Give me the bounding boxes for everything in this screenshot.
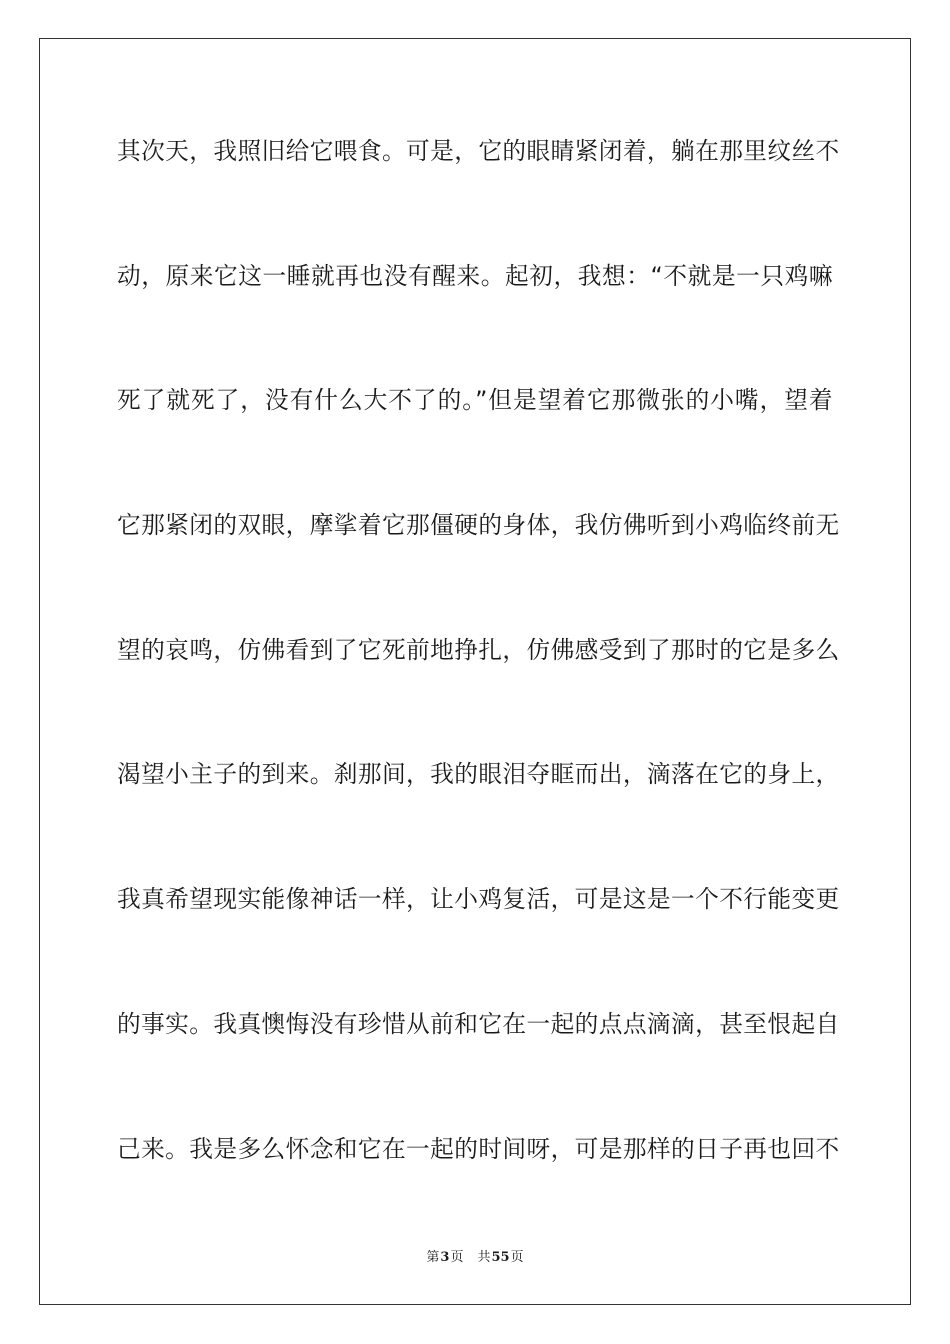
text-line: 己来。我是多么怀念和它在一起的时间呀，可是那样的日子再也回不 [117,1134,840,1163]
page-prefix: 第 [426,1250,440,1265]
text-line: 渴望小主子的到来。刹那间，我的眼泪夺眶而出，滴落在它的身上， [117,760,840,789]
body-text [117,126,840,1248]
page-footer [0,1246,950,1265]
total-prefix: 共 [477,1250,491,1265]
total-suffix: 页 [510,1250,524,1265]
text-line: 动，原来它这一睡就再也没有醒来。起初，我想：“不就是一只鸡嘛 [117,261,833,290]
total-pages: 55 [491,1250,510,1265]
text-line: 望的哀鸣，仿佛看到了它死前地挣扎，仿佛感受到了那时的它是多么 [117,635,840,664]
page-suffix: 页 [450,1250,464,1265]
text-line: 它那紧闭的双眼，摩挲着它那僵硬的身体，我仿佛听到小鸡临终前无 [117,511,840,540]
text-line: 死了就死了，没有什么大不了的。”但是望着它那微张的小嘴，望着 [117,386,833,415]
text-line: 其次天，我照旧给它喂食。可是，它的眼睛紧闭着，躺在那里纹丝不 [117,137,840,165]
text-line: 的事实。我真懊悔没有珍惜从前和它在一起的点点滴滴，甚至恨起自 [117,1009,840,1038]
page-number: 3 [440,1250,450,1265]
text-line: 我真希望现实能像神话一样，让小鸡复活，可是这是一个不行能变更 [117,885,840,914]
